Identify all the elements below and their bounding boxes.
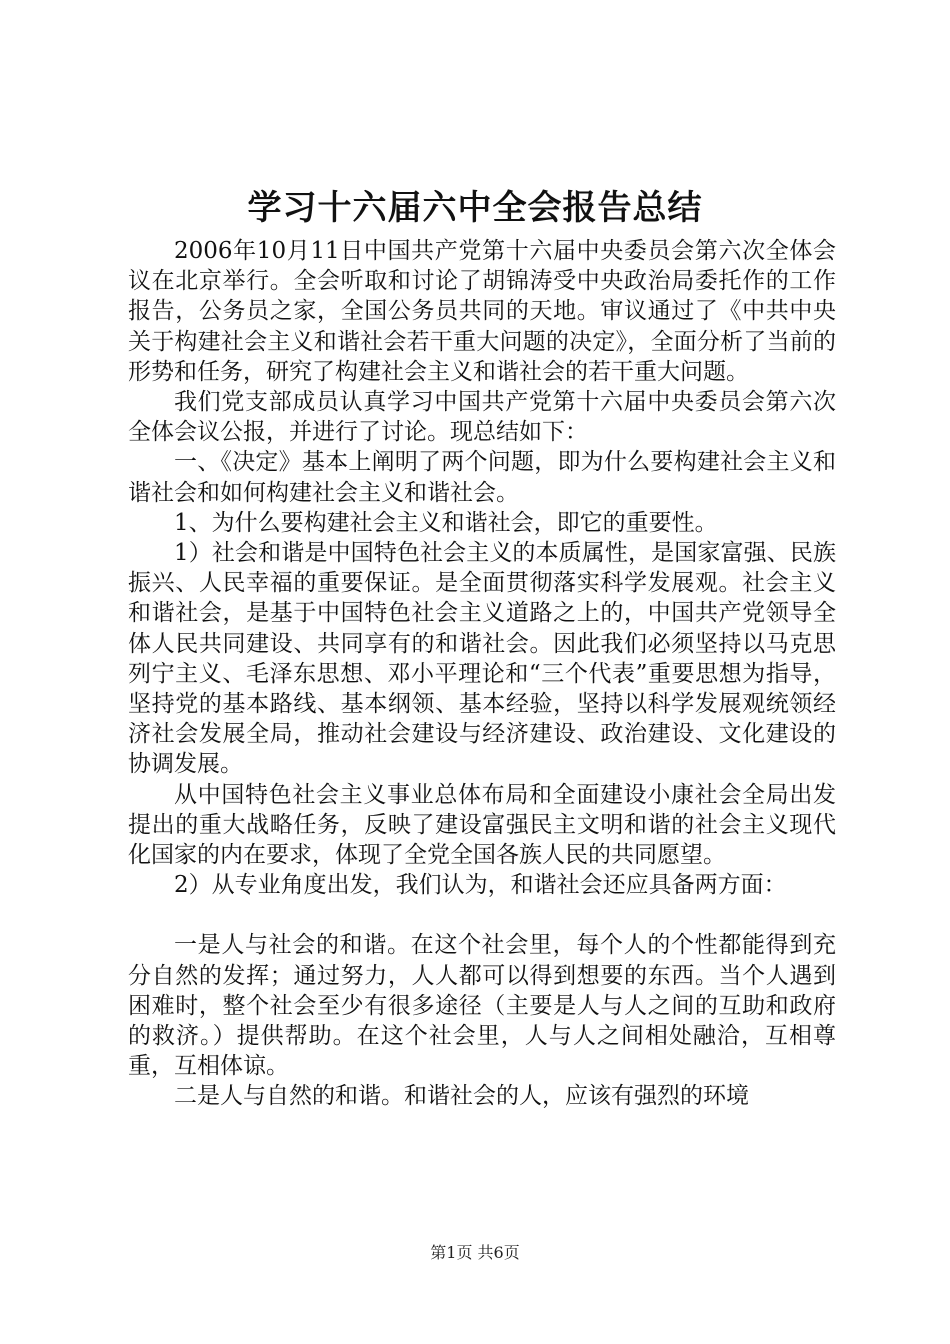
paragraph-point-1: 1、为什么要构建社会主义和谐社会，即它的重要性。	[174, 509, 718, 536]
document-title: 学习十六届六中全会报告总结	[247, 188, 703, 228]
paragraph-study: 我们党支部成员认真学习中国共产党第十六届中央委员会第六次全体会议公报，并进行了讨论。现总结如下：	[128, 389, 836, 446]
document-body	[128, 236, 836, 1112]
blank-line	[128, 900, 836, 930]
paragraph-harmony-nature: 二是人与自然的和谐。和谐社会的人，应该有强烈的环境	[174, 1083, 749, 1110]
paragraph-section-one: 一、《决定》基本上阐明了两个问题，即为什么要构建社会主义和谐社会和如何构建社会主义和谐社会。	[128, 449, 836, 506]
paragraph-intro: 2006年10月11日中国共产党第十六届中央委员会第六次全体会议在北京举行。全会听取和讨论了胡锦涛受中央政治局委托作的工作报告，公务员之家，全国公务员共同的天地。审议通过了《中共中央关于构建社会主义和谐社会若干重大问题的决定》，全面分析了当前的形势和任务，研究了构建社会主义和谐社会的若干重大问题。	[128, 238, 836, 385]
paragraph-point-1-1: 1）社会和谐是中国特色社会主义的本质属性，是国家富强、民族振兴、人民幸福的重要保证。是全面贯彻落实科学发展观。社会主义和谐社会，是基于中国特色社会主义道路之上的，中国共产党领导全体人民共同建设、共同享有的和谐社会。因此我们必须坚持以马克思列宁主义、毛泽东思想、邓小平理论和“三个代表”重要思想为指导，坚持党的基本路线、基本纲领、基本经验，坚持以科学发展观统领经济社会发展全局，推动社会建设与经济建设、政治建设、文化建设的协调发展。	[128, 540, 836, 778]
paragraph-strategic-task: 从中国特色社会主义事业总体布局和全面建设小康社会全局出发提出的重大战略任务，反映了建设富强民主文明和谐的社会主义现代化国家的内在要求，体现了全党全国各族人民的共同愿望。	[128, 781, 836, 869]
paragraph-harmony-society: 一是人与社会的和谐。在这个社会里，每个人的个性都能得到充分自然的发挥；通过努力，人人都可以得到想要的东西。当个人遇到困难时，整个社会至少有很多途径（主要是人与人之间的互助和政府的救济。）提供帮助。在这个社会里，人与人之间相处融洽，互相尊重，互相体谅。	[128, 932, 836, 1080]
page-footer: 第1页 共6页	[430, 1243, 520, 1262]
paragraph-point-1-2: 2）从专业角度出发，我们认为，和谐社会还应具备两方面：	[174, 872, 787, 899]
